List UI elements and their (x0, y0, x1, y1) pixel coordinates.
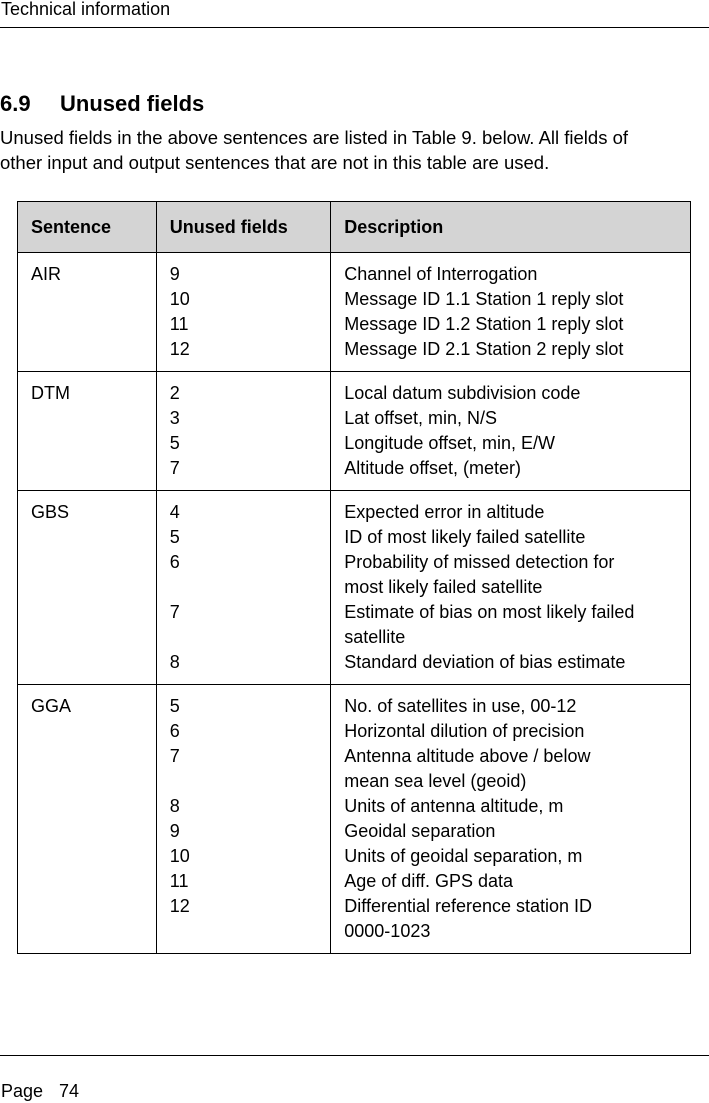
field-description: Antenna altitude above / below (344, 746, 591, 766)
field-number: 10 (169, 289, 190, 309)
field-description: Lat offset, min, N/S (344, 408, 498, 428)
page-label: Page (1, 1081, 44, 1101)
field-number: 12 (169, 896, 190, 916)
field-description: Differential reference station ID (344, 896, 593, 916)
field-description: Units of antenna altitude, m (344, 796, 564, 816)
field-number (170, 575, 322, 600)
section-title (0, 91, 204, 117)
field-number (170, 625, 322, 650)
field-number: 9 (169, 264, 180, 284)
field-number: 6 (169, 552, 180, 572)
sentence-cell (18, 491, 157, 685)
field-number: 6 (169, 721, 180, 741)
sentence-cell (18, 685, 157, 954)
sentence-id: AIR (31, 264, 62, 284)
field-number: 10 (169, 846, 190, 866)
field-description: Message ID 2.1 Station 2 reply slot (344, 339, 624, 359)
field-description: mean sea level (geoid) (344, 771, 527, 791)
description-cell (331, 253, 691, 372)
field-number: 4 (169, 502, 180, 522)
field-number: 7 (169, 458, 180, 478)
column-header-sentence: Sentence (18, 202, 157, 253)
description-cell (331, 372, 691, 491)
field-number: 5 (169, 696, 180, 716)
field-description: Horizontal dilution of precision (344, 721, 585, 741)
sentence-id: GGA (31, 696, 72, 716)
field-number: 2 (169, 383, 180, 403)
field-description: No. of satellites in use, 00-12 (344, 696, 577, 716)
section-number: 6.9 (0, 91, 31, 116)
field-number: 5 (169, 433, 180, 453)
field-description: Geoidal separation (344, 821, 496, 841)
field-description: Estimate of bias on most likely failed (344, 602, 635, 622)
sentence-cell (18, 372, 157, 491)
field-number: 11 (169, 314, 189, 334)
field-number: 9 (169, 821, 180, 841)
intro-line: Unused fields in the above sentences are listed in Table 9. below. All fields of (0, 127, 629, 148)
field-number: 8 (169, 796, 180, 816)
sentence-id: DTM (31, 383, 70, 403)
field-description: Age of diff. GPS data (344, 871, 514, 891)
unused-fields-cell (156, 253, 330, 372)
field-number (170, 769, 322, 794)
table-header-row (18, 202, 691, 253)
field-description: Units of geoidal separation, m (344, 846, 583, 866)
field-number: 12 (169, 339, 190, 359)
field-number: 11 (169, 871, 189, 891)
field-description: most likely failed satellite (344, 577, 543, 597)
field-number (170, 919, 322, 944)
unused-fields-cell (156, 491, 330, 685)
field-description: Probability of missed detection for (344, 552, 615, 572)
table-row (18, 253, 691, 372)
unused-fields-cell (156, 372, 330, 491)
field-description: Altitude offset, (meter) (344, 458, 522, 478)
intro-paragraph (0, 125, 709, 175)
field-description: Message ID 1.2 Station 1 reply slot (344, 314, 624, 334)
running-header (0, 0, 709, 28)
table-row (18, 685, 691, 954)
table-row (18, 491, 691, 685)
field-number: 5 (169, 527, 180, 547)
unused-fields-table (17, 201, 691, 954)
field-description: satellite (344, 627, 406, 647)
column-header-description: Description (331, 202, 691, 253)
field-description: 0000-1023 (344, 921, 431, 941)
field-description: Message ID 1.1 Station 1 reply slot (344, 289, 624, 309)
sentence-cell (18, 253, 157, 372)
running-header-title: Technical information (1, 0, 171, 19)
column-header-unused-fields: Unused fields (156, 202, 330, 253)
field-description: Local datum subdivision code (344, 383, 581, 403)
page-footer (0, 1055, 709, 1103)
description-cell (331, 491, 691, 685)
table-body (18, 253, 691, 954)
sentence-id: GBS (31, 502, 70, 522)
field-number: 7 (169, 602, 180, 622)
field-number: 7 (169, 746, 180, 766)
field-description: ID of most likely failed satellite (344, 527, 586, 547)
field-description: Channel of Interrogation (344, 264, 538, 284)
field-description: Standard deviation of bias estimate (344, 652, 626, 672)
section-heading: Unused fields (60, 91, 205, 116)
description-cell (331, 685, 691, 954)
field-description: Expected error in altitude (344, 502, 545, 522)
page-number: 74 (59, 1081, 80, 1101)
field-number: 8 (169, 652, 180, 672)
field-description: Longitude offset, min, E/W (344, 433, 556, 453)
table-row (18, 372, 691, 491)
field-number: 3 (169, 408, 180, 428)
intro-line: other input and output sentences that are not in this table are used. (0, 152, 550, 173)
unused-fields-cell (156, 685, 330, 954)
